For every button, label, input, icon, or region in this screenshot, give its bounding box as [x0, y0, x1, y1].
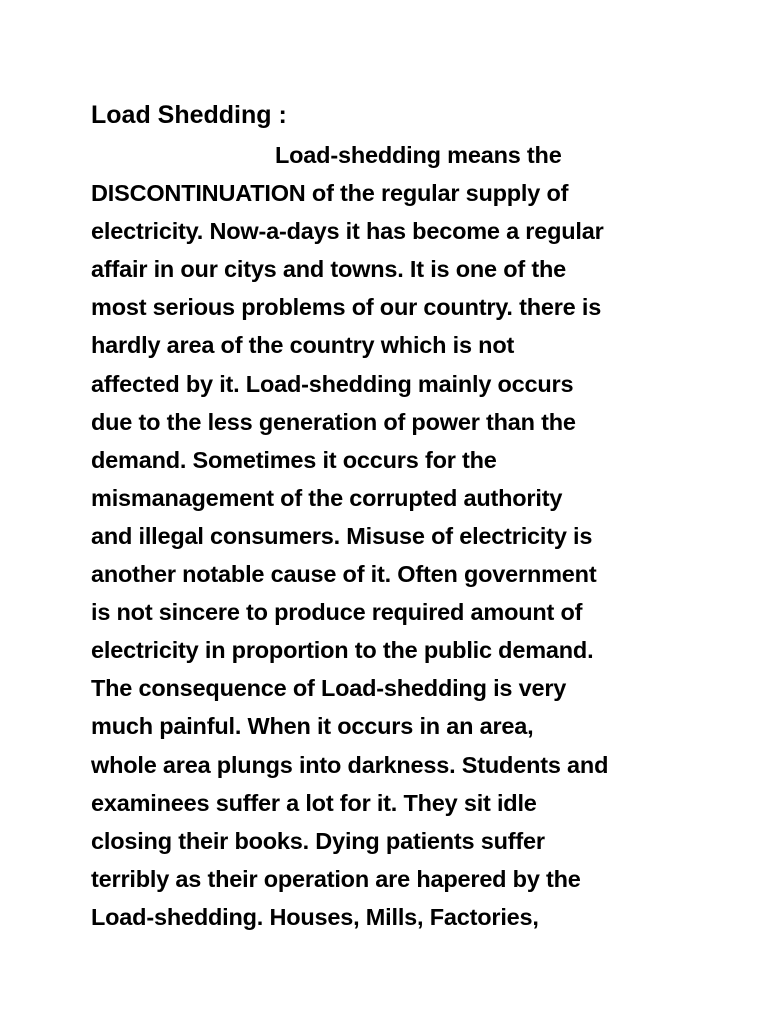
- text-line: electricity in proportion to the public demand.: [91, 637, 594, 664]
- text-line: whole area plungs into darkness. Students and: [91, 751, 609, 778]
- text-line: Load-shedding means the: [275, 142, 562, 168]
- text-line: Load-shedding. Houses, Mills, Factories,: [91, 903, 539, 930]
- text-line: mismanagement of the corrupted authority: [91, 484, 563, 511]
- text-line: another notable cause of it. Often government: [91, 561, 597, 588]
- text-line: hardly area of the country which is not: [91, 332, 515, 359]
- text-line: electricity. Now-a-days it has become a regular: [91, 218, 604, 245]
- text-line: is not sincere to produce required amount of: [91, 599, 583, 626]
- text-line: demand. Sometimes it occurs for the: [91, 446, 497, 473]
- text-line: closing their books. Dying patients suffer: [91, 827, 545, 854]
- text-line: examinees suffer a lot for it. They sit idle: [91, 789, 537, 816]
- text-line: The consequence of Load-shedding is very: [91, 675, 567, 702]
- document-heading: Load Shedding :: [91, 101, 287, 129]
- text-line: DISCONTINUATION of the regular supply of: [91, 180, 569, 207]
- text-line: much painful. When it occurs in an area,: [91, 713, 534, 740]
- text-line: affected by it. Load-shedding mainly occurs: [91, 370, 574, 397]
- text-line: due to the less generation of power than the: [91, 408, 576, 435]
- text-line: most serious problems of our country. there is: [91, 294, 602, 321]
- text-line: affair in our citys and towns. It is one of the: [91, 256, 567, 283]
- text-line: and illegal consumers. Misuse of electricity is: [91, 522, 593, 549]
- text-line: terribly as their operation are hapered by the: [91, 865, 581, 892]
- document-body: [91, 138, 608, 938]
